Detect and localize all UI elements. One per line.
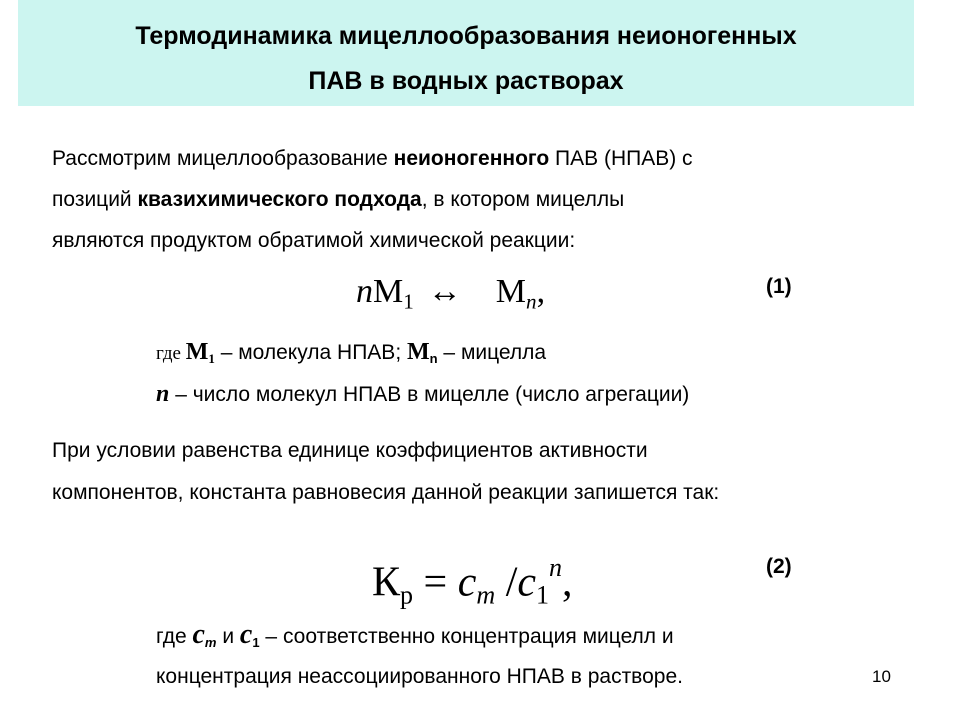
formula-symbol: n bbox=[356, 273, 373, 310]
legend-symbol: c bbox=[192, 619, 205, 650]
legend1-line-2 bbox=[156, 381, 690, 407]
page-number: 10 bbox=[872, 667, 891, 686]
formula-punctuation: , bbox=[536, 273, 546, 310]
legend-where: где bbox=[156, 343, 186, 364]
slide-title-line-1: Термодинамика мицеллообразования неионогенных bbox=[135, 22, 797, 50]
formula-subscript: n bbox=[526, 289, 537, 314]
intro-line-3: являются продуктом обратимой химической реакции: bbox=[52, 229, 576, 252]
legend-symbol: n bbox=[156, 381, 170, 407]
formula-superscript: n bbox=[549, 553, 563, 582]
legend-text: и bbox=[216, 625, 240, 648]
intro-bold-term: неионогенного bbox=[393, 147, 550, 170]
intro-text: , в котором мицеллы bbox=[421, 188, 625, 211]
legend-symbol: M bbox=[406, 339, 430, 365]
legend-symbol: c bbox=[239, 619, 253, 650]
formula-2 bbox=[372, 544, 573, 619]
formula-subscript: 1 bbox=[536, 580, 550, 610]
formula-punctuation: , bbox=[562, 559, 573, 606]
legend-where: где bbox=[156, 625, 193, 648]
legend-text: – молекула НПАВ; bbox=[214, 341, 407, 364]
legend-subscript: n bbox=[429, 350, 438, 366]
condition-line-2: компонентов, константа равновесия данной реакции запишется так: bbox=[52, 481, 720, 504]
formula-symbol: c bbox=[517, 559, 537, 606]
formula-symbol: c bbox=[457, 559, 477, 606]
intro-line-1 bbox=[52, 148, 693, 169]
condition-line-1: При условии равенства единице коэффициентов активности bbox=[52, 439, 648, 462]
legend-text: – соответственно концентрация мицелл и bbox=[259, 625, 674, 648]
formula-1 bbox=[356, 272, 545, 321]
legend-text: – мицелла bbox=[437, 341, 547, 364]
formula-subscript: 1 bbox=[403, 289, 414, 314]
title-banner bbox=[18, 0, 914, 106]
formula-operator: = bbox=[413, 559, 458, 606]
legend-subscript: m bbox=[204, 634, 217, 650]
reversible-arrow-icon: ↔ bbox=[427, 273, 462, 310]
equation-number-1: (1) bbox=[766, 275, 792, 298]
intro-text: Рассмотрим мицеллообразование bbox=[52, 147, 394, 170]
formula-subscript: p bbox=[400, 580, 414, 610]
slide-title-line-2: ПАВ в водных растворах bbox=[308, 67, 624, 95]
equation-number-2: (2) bbox=[766, 555, 792, 578]
intro-text: позиций bbox=[52, 188, 138, 211]
intro-text: ПАВ (НПАВ) с bbox=[549, 147, 693, 170]
intro-line-2 bbox=[52, 189, 624, 210]
legend-subscript: 1 bbox=[252, 634, 260, 650]
formula-subscript: m bbox=[476, 580, 496, 610]
formula-symbol: К bbox=[372, 559, 401, 606]
formula-symbol: M bbox=[495, 273, 527, 310]
legend-text: – число молекул НПАВ в мицелле (число агрегации) bbox=[169, 383, 690, 406]
intro-bold-term: квазихимического подхода bbox=[137, 188, 422, 211]
legend-symbol: M bbox=[185, 339, 209, 365]
legend2-line-1 bbox=[156, 619, 674, 653]
legend1-line-1 bbox=[156, 339, 547, 369]
legend2-line-2: концентрация неассоциированного НПАВ в растворе. bbox=[156, 665, 683, 688]
legend-subscript: 1 bbox=[208, 350, 215, 366]
formula-operator: / bbox=[495, 559, 518, 606]
formula-symbol: M bbox=[373, 273, 404, 310]
